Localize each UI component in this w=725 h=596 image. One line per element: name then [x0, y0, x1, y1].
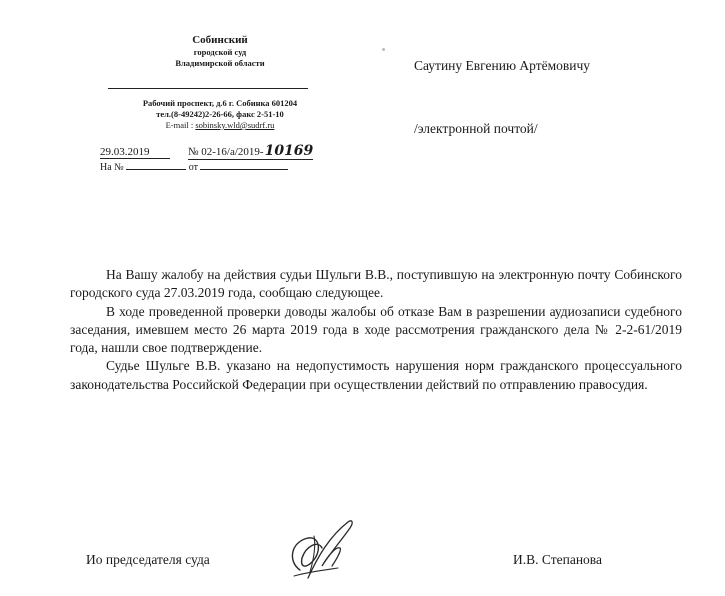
body-paragraph: В ходе проведенной проверки доводы жалобы об отказе Вам в разрешении аудиозаписи судебного заседания, имевшем место 26 марта 2019 года в ходе рассмотрения гражданского дела № 2-2-61/2019 года, нашли свое подтверждение.	[70, 303, 682, 356]
signatory-role: Ио председателя суда	[86, 552, 210, 567]
outgoing-date: 29.03.2019	[100, 146, 170, 159]
court-header	[70, 34, 370, 69]
court-type: городской суд	[193, 47, 247, 57]
header-divider	[108, 88, 308, 89]
incoming-from-label: от	[188, 162, 198, 173]
letter-body	[70, 266, 682, 394]
delivery-method: /электронной почтой/	[414, 121, 538, 136]
body-paragraph: Судье Шульге В.В. указано на недопустимость нарушения норм гражданского процессуального законодательства Российской Федерации при осуществлении действий по отправлению правосудия.	[70, 358, 682, 392]
handwritten-signature	[278, 512, 368, 588]
court-contacts	[70, 98, 370, 131]
body-paragraph: На Вашу жалобу на действия судьи Шульги В.В., поступившую на электронную почту Собинского городского суда 27.03.2019 года, сообщаю следующее.	[70, 267, 682, 301]
scan-speck	[382, 48, 385, 51]
court-email-line	[70, 120, 370, 131]
court-region: Владимирской области	[175, 58, 265, 68]
signatory-name: И.В. Степанова	[513, 552, 602, 567]
email-label: E-mail :	[165, 120, 196, 130]
addressee-name: Саутину Евгению Артёмовичу	[414, 58, 591, 73]
outgoing-number-handwritten: 10169	[264, 143, 314, 159]
court-address: Рабочий проспект, д.6 г. Собинка 601204	[142, 98, 298, 108]
incoming-date-blank	[200, 161, 288, 170]
court-email[interactable]: sobinsky.wld@sudrf.ru	[195, 120, 275, 130]
court-phone: тел.(8-49242)2-26-66, факс 2-51-10	[156, 109, 284, 119]
incoming-label: На №	[100, 162, 124, 173]
incoming-number-blank	[126, 161, 186, 170]
outgoing-number-label: №	[188, 146, 199, 158]
court-name: Собинский	[192, 34, 248, 46]
incoming-reference	[100, 161, 288, 173]
outgoing-reference	[100, 143, 313, 160]
outgoing-number: 02-16/а/2019-	[201, 146, 264, 158]
outgoing-number-wrap	[188, 143, 313, 160]
